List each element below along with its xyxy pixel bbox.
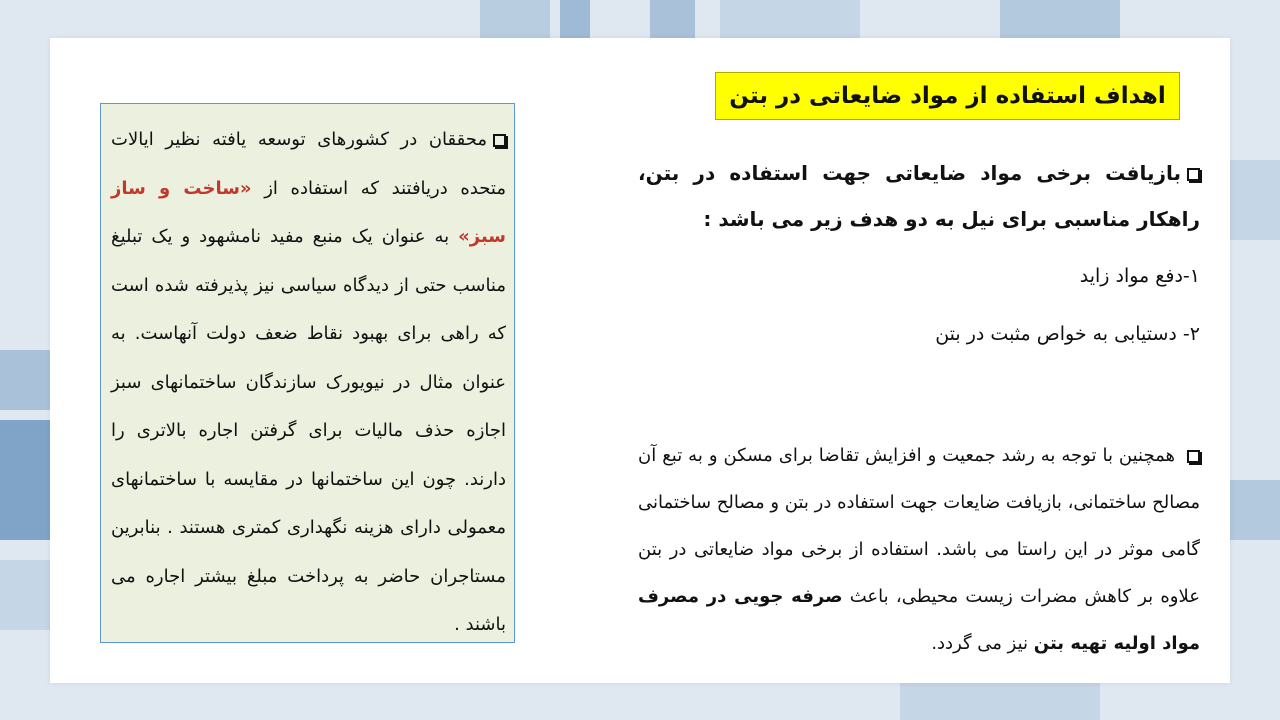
background-stripe [650,0,695,38]
background-stripe [0,420,50,540]
background-stripe [900,683,1100,720]
background-stripe [1230,480,1280,540]
checkbox-bullet-icon [493,134,506,147]
background-stripe [1000,0,1120,38]
background-stripe [560,0,590,38]
checkbox-bullet-icon [1187,450,1200,463]
checkbox-bullet-icon [1187,168,1200,181]
background-stripe [480,0,550,38]
goal-item-2: ۲- دستیابی به خواص مثبت در بتن [935,323,1200,345]
background-stripe [0,560,50,630]
background-stripe [0,350,50,410]
background-stripe [720,0,860,38]
second-paragraph [638,432,1200,667]
side-note-box [100,103,515,643]
intro-text: بازیافت برخی مواد ضایعاتی جهت استفاده در بتن، راهکار مناسبی برای نیل به دو هدف زیر می باشد : [638,161,1200,231]
goal-item-1: ۱-دفع مواد زاید [1079,265,1200,287]
side-note-part1: محققان در کشورهای توسعه یافته نظیر ایالات متحده دریافتند که استفاده از [111,129,506,199]
second-paragraph-text: همچنین با توجه به رشد جمعیت و افزایش تقاضا برای مسکن و به تبع آن مصالح ساختمانی، بازیافت ضایعات جهت استفاده در بتن و مصالح ساختمانی گامی موثر در این راستا می باشد. استفاده از برخی مواد ضایعاتی در بتن علاوه بر کاهش مضرات زیست محیطی، باعث [638,445,1200,607]
background-stripe [1230,160,1280,240]
second-paragraph-end: نیز می گردد. [931,633,1029,654]
side-note-part2: به عنوان یک منبع مفید نامشهود و یک تبلیغ مناسب حتی از دیدگاه سیاسی نیز پذیرفته شده است که راهی برای بهبود نقاط ضعف دولت آنهاست. به عنوان مثال در نیویورک سازندگان ساختمانهای سبز اجازه حذف مالیات برای گرفتن اجاره بالاتری را دارند. چون این ساختمانها در مقایسه با ساختمانهای معمولی دارای هزینه نگهداری کمتری هستند . بنابرین مستاجران حاضر به پرداخت مبلغ بیشتر اجاره می باشند . [111,226,506,635]
second-paragraph-bold: صرفه جویی در مصرف مواد اولیه تهیه بتن [638,586,1200,654]
side-note-highlight: «ساخت و ساز سبز» [111,177,506,247]
intro-paragraph [638,150,1200,242]
slide-title: اهداف استفاده از مواد ضایعاتی در بتن [715,72,1180,120]
